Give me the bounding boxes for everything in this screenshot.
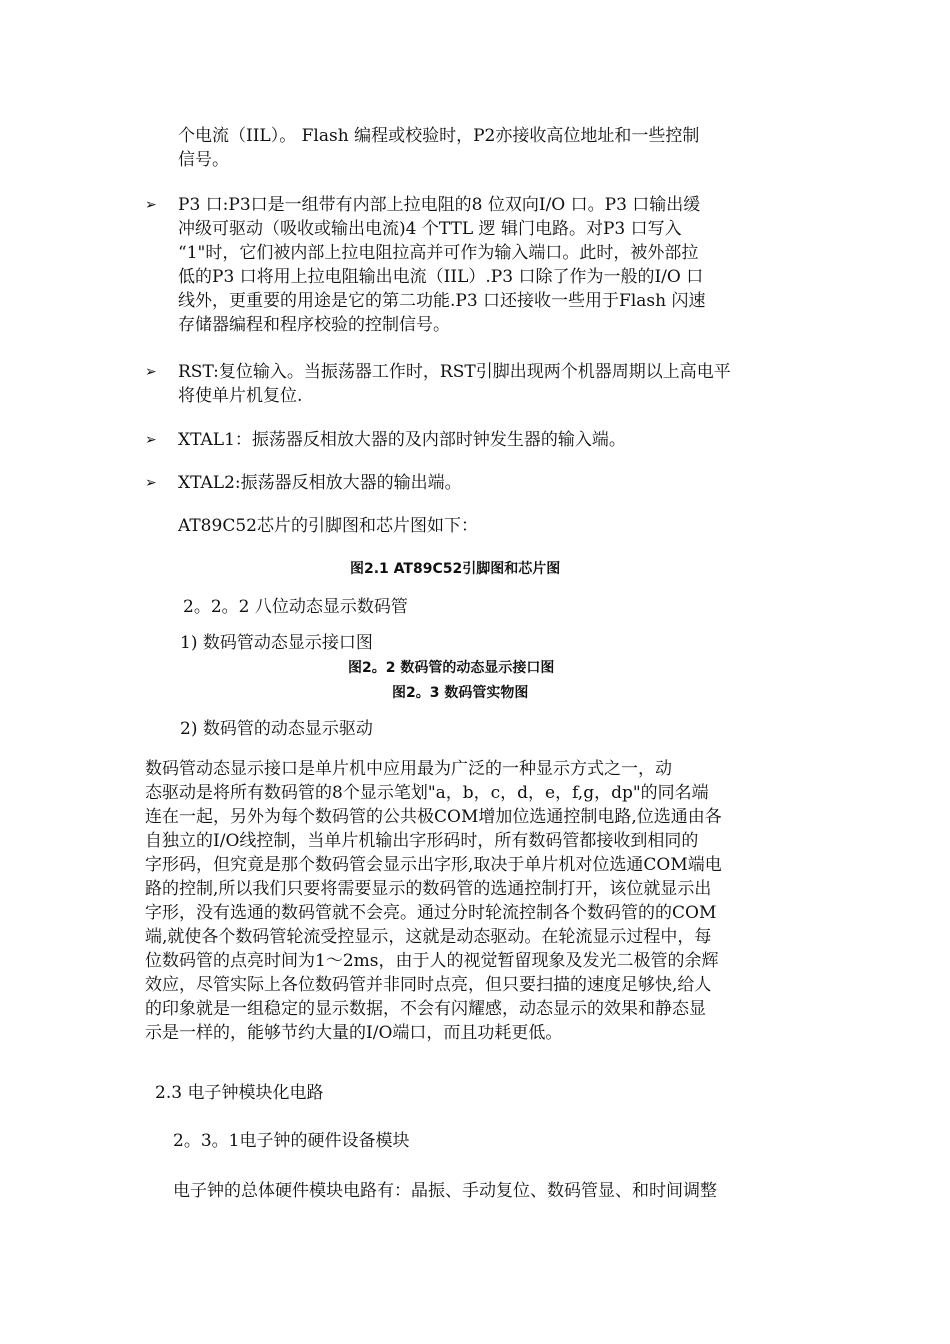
- last-line-text: 电子钟的总体硬件模块电路有：晶振、手动复位、数码管显、和时间调整: [173, 1181, 717, 1201]
- figure-caption-2-1: 图2.1 AT89C52引脚图和芯片图: [350, 561, 561, 577]
- text-line: 数码管动态显示接口是单片机中应用最为广泛的一种显示方式之一，动: [145, 759, 672, 779]
- bullet-arrow-icon: ➢: [145, 475, 157, 491]
- intro-paragraph: [178, 124, 699, 172]
- text-line: “1"时，它们被内部上拉电阻拉高并可作为输入端口。此时，被外部拉: [178, 243, 699, 263]
- text-line: 线外，更重要的用途是它的第二功能.P3 口还接收一些用于Flash 闪速: [178, 291, 706, 311]
- text-line: 连在一起，另外为每个数码管的公共极COM增加位选通控制电路,位选通由各: [145, 807, 722, 827]
- figure-caption-2-2: 图2。2 数码管的动态显示接口图: [348, 660, 555, 676]
- text-line: 将使单片机复位.: [178, 386, 303, 406]
- text-line: XTAL1：振荡器反相放大器的及内部时钟发生器的输入端。: [178, 430, 626, 450]
- bullet-rst: [178, 360, 731, 408]
- text-line: 态驱动是将所有数码管的8个显示笔划"a，b，c，d，e，f,g，dp"的同名端: [145, 783, 709, 803]
- bullet-arrow-icon: ➢: [145, 364, 157, 380]
- text-line: 位数码管的点亮时间为1～2ms，由于人的视觉暂留现象及发光二极管的余辉: [145, 951, 719, 971]
- bullet-p3: [178, 193, 706, 337]
- text-line: 个电流（IIL）。 Flash 编程或校验时，P2亦接收高位地址和一些控制: [178, 126, 700, 146]
- text-line: P3 口:P3口是一组带有内部上拉电阻的8 位双向I/O 口。P3 口输出缓: [178, 195, 701, 215]
- bullet-xtal2: [178, 471, 462, 495]
- text-line: 存储器编程和程序校验的控制信号。: [178, 315, 450, 335]
- bullet-arrow-icon: ➢: [145, 432, 157, 448]
- list-item-1: 1) 数码管动态显示接口图: [180, 633, 373, 653]
- text-line: 字形，没有选通的数码管就不会亮。通过分时轮流控制各个数码管的的COM: [145, 903, 717, 923]
- body-paragraph: [145, 757, 722, 1045]
- section-heading-2-2-2: 2。2。2 八位动态显示数码管: [183, 597, 408, 617]
- text-line: 路的控制,所以我们只要将需要显示的数码管的选通控制打开，该位就显示出: [145, 879, 712, 899]
- text-line: 冲级可驱动（吸收或输出电流)4 个TTL 逻 辑门电路。对P3 口写入: [178, 219, 682, 239]
- text-line: 字形码，但究竟是那个数码管会显示出字形,取决于单片机对位选通COM端电: [145, 855, 722, 875]
- chip-intro-text: AT89C52芯片的引脚图和芯片图如下：: [178, 516, 478, 536]
- text-line: 示是一样的，能够节约大量的I/O端口，而且功耗更低。: [145, 1023, 563, 1043]
- text-line: 自独立的I/O线控制，当单片机输出字形码时，所有数码管都接收到相同的: [145, 831, 699, 851]
- text-line: 效应，尽管实际上各位数码管并非同时点亮，但只要扫描的速度足够快,给人: [145, 975, 712, 995]
- list-item-2: 2) 数码管的动态显示驱动: [180, 719, 373, 739]
- figure-caption-2-3: 图2。3 数码管实物图: [392, 685, 529, 701]
- text-line: 信号。: [178, 150, 229, 170]
- text-line: XTAL2:振荡器反相放大器的输出端。: [178, 473, 462, 493]
- section-heading-2-3-1: 2。3。1电子钟的硬件设备模块: [173, 1131, 410, 1151]
- bullet-arrow-icon: ➢: [145, 197, 157, 213]
- text-line: RST:复位输入。当振荡器工作时，RST引脚出现两个机器周期以上高电平: [178, 362, 731, 382]
- text-line: 的印象就是一组稳定的显示数据，不会有闪耀感，动态显示的效果和静态显: [145, 999, 706, 1019]
- text-line: 低的P3 口将用上拉电阻输出电流（IIL）.P3 口除了作为一般的I/O 口: [178, 267, 704, 287]
- section-heading-2-3: 2.3 电子钟模块化电路: [155, 1083, 324, 1103]
- text-line: 端,就使各个数码管轮流受控显示，这就是动态驱动。在轮流显示过程中，每: [145, 927, 712, 947]
- bullet-xtal1: [178, 428, 626, 452]
